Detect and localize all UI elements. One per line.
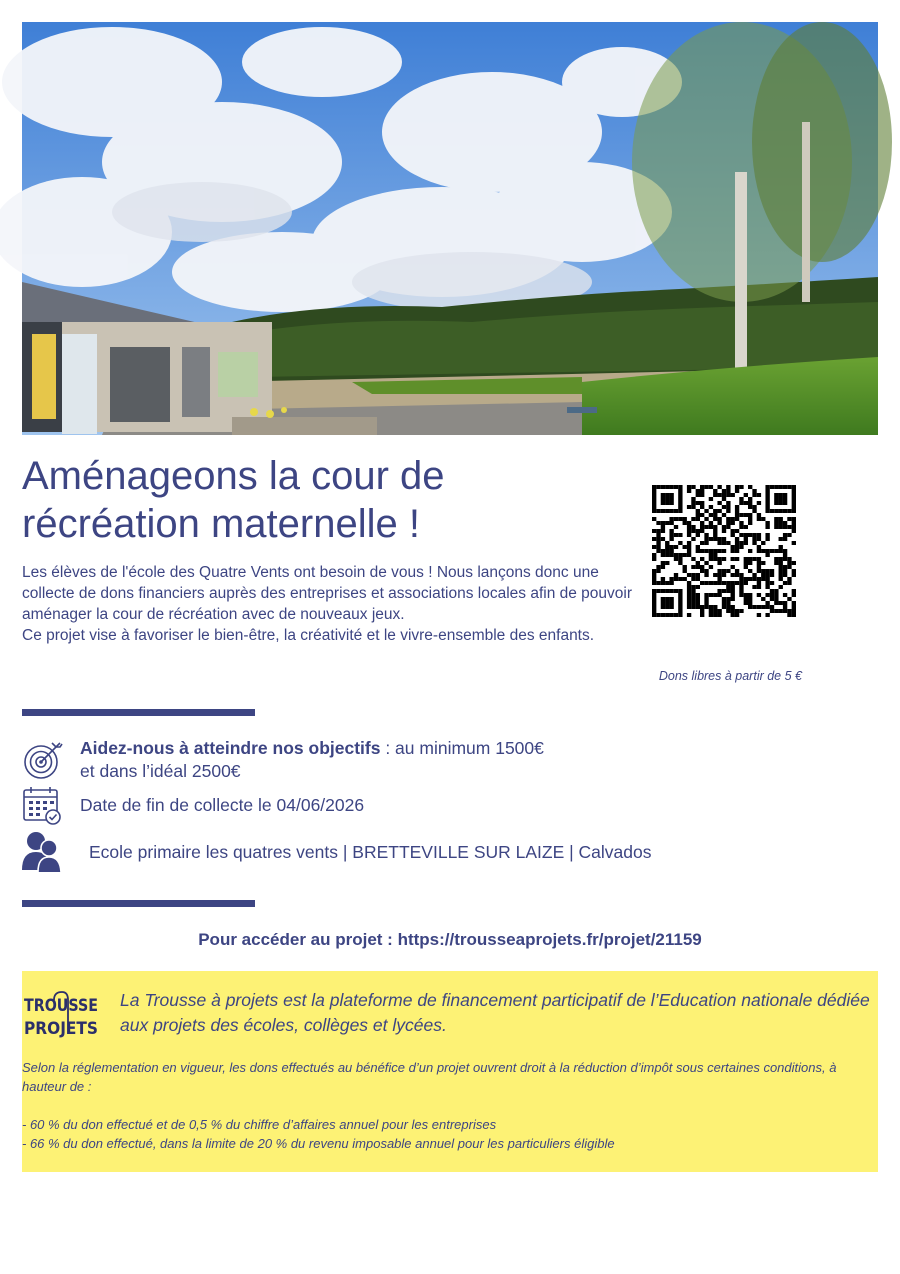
calendar-icon xyxy=(22,786,64,828)
goal-amount: : au minimum 1500€ xyxy=(380,738,544,758)
intro-paragraph-2: Ce projet vise à favoriser le bien-être, la créativité et le vivre-ensemble des enfants. xyxy=(22,627,595,644)
legal-item-companies: - 60 % du don effectué et de 0,5 % du chiffre d’affaires annuel pour les entreprises xyxy=(22,1117,497,1132)
intro-text xyxy=(22,562,642,646)
platform-description: La Trousse à projets est la plateforme de financement participatif de l’Education nationale dédiée aux projets des écoles, collèges et lycées. xyxy=(120,990,870,1035)
min-donation-note: Dons libres à partir de 5 € xyxy=(658,669,802,683)
qr-modules xyxy=(652,485,796,617)
target-icon xyxy=(22,739,64,781)
legal-item-individuals: - 66 % du don effectué, dans la limite de 20 % du revenu imposable annuel pour les particuliers éligible xyxy=(22,1136,615,1151)
access-label: Pour accéder au projet : xyxy=(198,930,398,949)
divider xyxy=(22,709,255,716)
svg-text:TROUSSE: TROUSSE xyxy=(24,996,98,1016)
people-icon xyxy=(22,830,64,872)
school-text: Ecole primaire les quatres vents | BRETTEVILLE SUR LAIZE | Calvados xyxy=(89,842,652,862)
project-link[interactable]: https://trousseaprojets.fr/projet/21159 xyxy=(397,930,702,949)
divider xyxy=(22,900,255,907)
project-access xyxy=(0,930,900,950)
trousse-projets-logo xyxy=(24,990,100,1040)
qr-code[interactable] xyxy=(652,485,796,617)
goal-bold: Aidez-nous à atteindre nos objectifs xyxy=(80,738,381,758)
page-title: Aménageons la cour de récréation maternelle ! xyxy=(22,454,445,546)
playground-image xyxy=(22,22,878,435)
hero-photo xyxy=(22,22,878,435)
end-date-text: Date de fin de collecte le 04/06/2026 xyxy=(80,795,365,815)
goal-text xyxy=(80,737,640,783)
intro-paragraph-1: Les élèves de l'école des Quatre Vents ont besoin de vous ! Nous lançons donc une collecte de dons financiers auprès des entreprises et associations locales afin de pouvoir aménager la cour de récréation avec de nouveaux jeux. xyxy=(22,564,633,623)
goal-ideal: et dans l’idéal 2500€ xyxy=(80,761,241,781)
tax-legal-notice xyxy=(22,1058,877,1153)
svg-text:PROJETS: PROJETS xyxy=(24,1019,98,1039)
legal-intro: Selon la réglementation en vigueur, les dons effectués au bénéfice d’un projet ouvrent droit à la réduction d’impôt sous certaines conditions, à hauteur de : xyxy=(22,1060,837,1094)
